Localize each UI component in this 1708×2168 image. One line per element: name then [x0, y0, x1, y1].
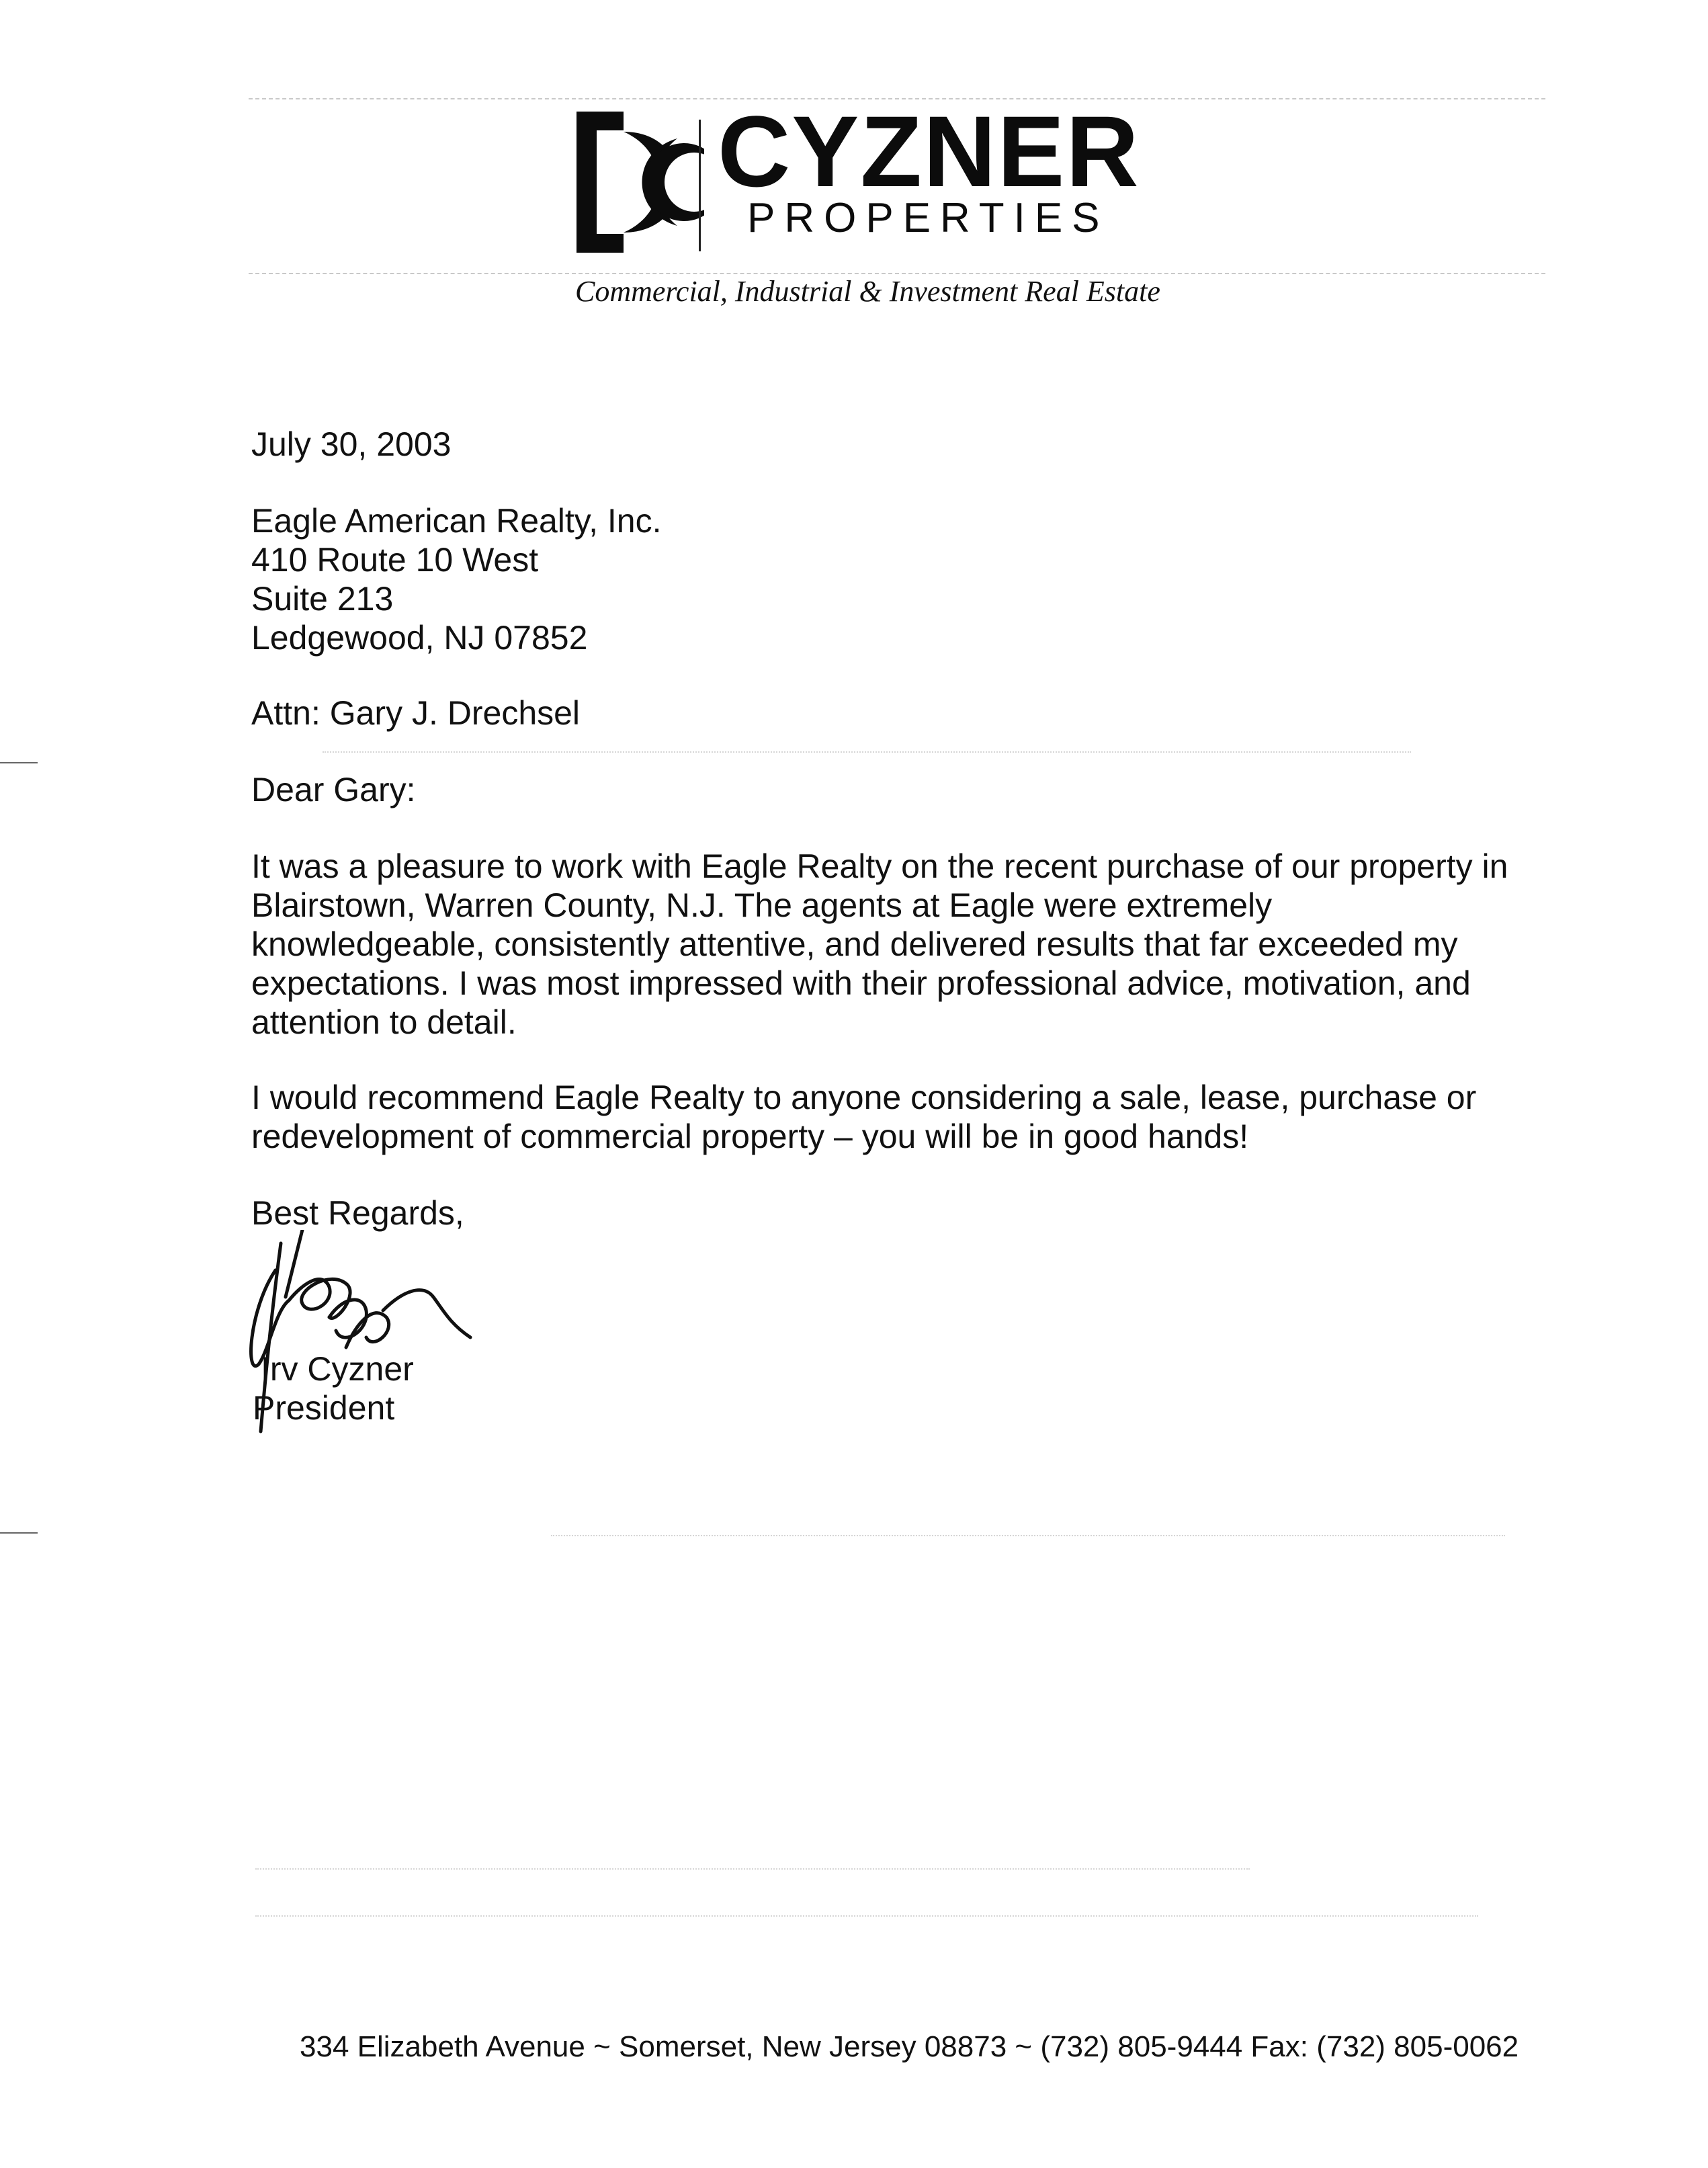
- margin-mark: [0, 762, 38, 763]
- closing: Best Regards,: [251, 1194, 464, 1232]
- scan-artifact: [255, 1915, 1478, 1917]
- recipient-line: Eagle American Realty, Inc.: [251, 502, 662, 540]
- recipient-address: [251, 501, 661, 657]
- attention-line: Attn: Gary J. Drechsel: [251, 694, 581, 732]
- paragraph-line: Blairstown, Warren County, N.J. The agents at Eagle were extremely: [251, 886, 1273, 924]
- body-paragraph-1: [251, 847, 1528, 1042]
- paragraph-line: redevelopment of commercial property – you will be in good hands!: [251, 1118, 1249, 1155]
- paragraph-line: I would recommend Eagle Realty to anyone considering a sale, lease, purchase or: [251, 1079, 1477, 1116]
- brand-name: CYZNER: [718, 95, 1140, 208]
- signer-name: Irv Cyzner: [261, 1350, 414, 1388]
- body-paragraph-2: [251, 1078, 1528, 1156]
- paragraph-line: attention to detail.: [251, 1003, 517, 1041]
- recipient-line: 410 Route 10 West: [251, 541, 539, 579]
- crescent-bracket-logo-icon: [577, 112, 704, 253]
- scan-artifact: [323, 751, 1411, 753]
- paragraph-line: knowledgeable, consistently attentive, and delivered results that far exceeded my: [251, 925, 1458, 963]
- letter-date: July 30, 2003: [251, 425, 452, 463]
- scan-artifact: [255, 1868, 1250, 1870]
- recipient-line: Suite 213: [251, 580, 394, 618]
- letterhead-tagline: Commercial, Industrial & Investment Real Estate: [575, 275, 1160, 308]
- margin-mark: [0, 1532, 38, 1534]
- brand-subtitle: PROPERTIES: [747, 195, 1109, 241]
- signer-title: President: [253, 1389, 395, 1427]
- paragraph-line: It was a pleasure to work with Eagle Realty on the recent purchase of our property in: [251, 847, 1508, 885]
- brand-divider: [699, 120, 701, 251]
- salutation: Dear Gary:: [251, 771, 416, 808]
- scan-artifact: [551, 1535, 1505, 1536]
- recipient-line: Ledgewood, NJ 07852: [251, 619, 588, 657]
- footer-address: 334 Elizabeth Avenue ~ Somerset, New Jersey 08873 ~ (732) 805-9444 Fax: (732) 805-0062: [300, 2030, 1519, 2063]
- paragraph-line: expectations. I was most impressed with their professional advice, motivation, and: [251, 964, 1471, 1002]
